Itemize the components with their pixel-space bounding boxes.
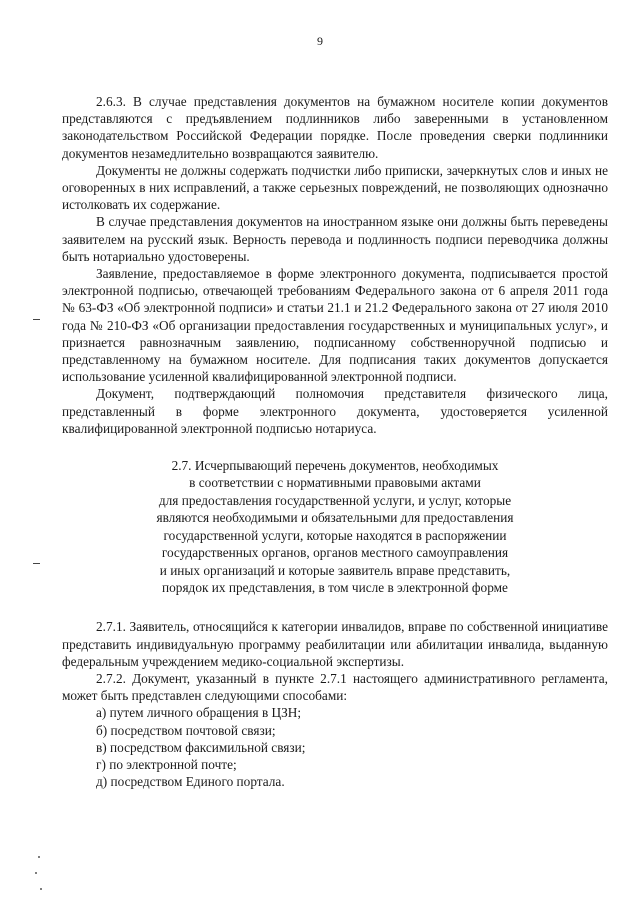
heading-line: и иных организаций и которые заявитель вправе представить, [159, 562, 511, 578]
margin-dash-mark [33, 563, 40, 564]
paragraph-2-6-3: 2.6.3. В случае представления документов на бумажном носителе копии документов представляются с предъявлением подлинников либо заверенными в установленном законодательством Российской Федерации порядке. После проведения сверки подлинники документов незамедлительно возвращаются заявителю. [62, 94, 608, 161]
paragraph-foreign-language: В случае представления документов на иностранном языке они должны быть переведены заявителем на русский язык. Верность перевода и подлинность подписи переводчика должны быть нотариально удостоверены. [62, 214, 608, 264]
paragraph-no-corrections: Документы не должны содержать подчистки либо приписки, зачеркнутых слов и иных не оговоренных в них исправлений, а также серьезных повреждений, не позволяющих однозначно истолковать их содержание. [62, 162, 608, 213]
heading-line: являются необходимыми и обязательными для предоставления [156, 510, 514, 526]
list-item: в) посредством факсимильной связи; [96, 739, 306, 755]
list-item: а) путем личного обращения в ЦЗН; [96, 705, 302, 721]
margin-dash-mark [33, 319, 40, 320]
heading-line: государственной услуги, которые находятся в распоряжении [163, 527, 507, 543]
scan-speck [40, 888, 42, 890]
heading-line: государственных органов, органов местного самоуправления [161, 545, 509, 561]
scan-speck [38, 856, 40, 858]
heading-line: для предоставления государственной услуги, и услуг, которые [158, 492, 512, 508]
list-item: г) по электронной почте; [96, 756, 237, 772]
list-item: д) посредством Единого портала. [96, 774, 285, 790]
heading-line: в соответствии с нормативными правовыми актами [189, 475, 481, 491]
heading-line: порядок их представления, в том числе в электронной форме [162, 579, 508, 595]
paragraph-electronic-signature: Заявление, предоставляемое в форме электронного документа, подписывается простой электронной подписью, отвечающей требованиям Федерального закона от 6 апреля 2011 года № 63-ФЗ «Об электронной подписи» и статьи 21.1 и 21.2 Федерального закона от 27 июля 2010 года № 210-ФЗ «Об организации предоставления государственных и муниципальных услуг», и признается равнозначным заявлению, подписанному собственноручной подписью и представленному на бумажном носителе. Для подписания таких документов допускается использование усиленной квалифицированной электронной подписи. [62, 266, 608, 385]
list-item: б) посредством почтовой связи; [96, 722, 276, 738]
paragraph-2-7-1: 2.7.1. Заявитель, относящийся к категории инвалидов, вправе по собственной инициативе представить индивидуальную программу реабилитации или абилитации инвалида, выданную федеральным учреждением медико-социальной экспертизы. [62, 619, 608, 669]
paragraph-2-7-2: 2.7.2. Документ, указанный в пункте 2.7.1 настоящего административного регламента, может быть представлен следующими способами: [62, 670, 608, 704]
paragraph-representative-authority: Документ, подтверждающий полномочия представителя физического лица, представленный в форме электронного документа, удостоверяется усиленной квалифицированной электронной подписью нотариуса. [62, 386, 608, 436]
scan-speck [35, 872, 37, 874]
heading-line: 2.7. Исчерпывающий перечень документов, необходимых [171, 458, 499, 474]
section-heading-2-7 [62, 457, 608, 596]
document-body [62, 93, 608, 790]
page-number: 9 [317, 34, 323, 48]
